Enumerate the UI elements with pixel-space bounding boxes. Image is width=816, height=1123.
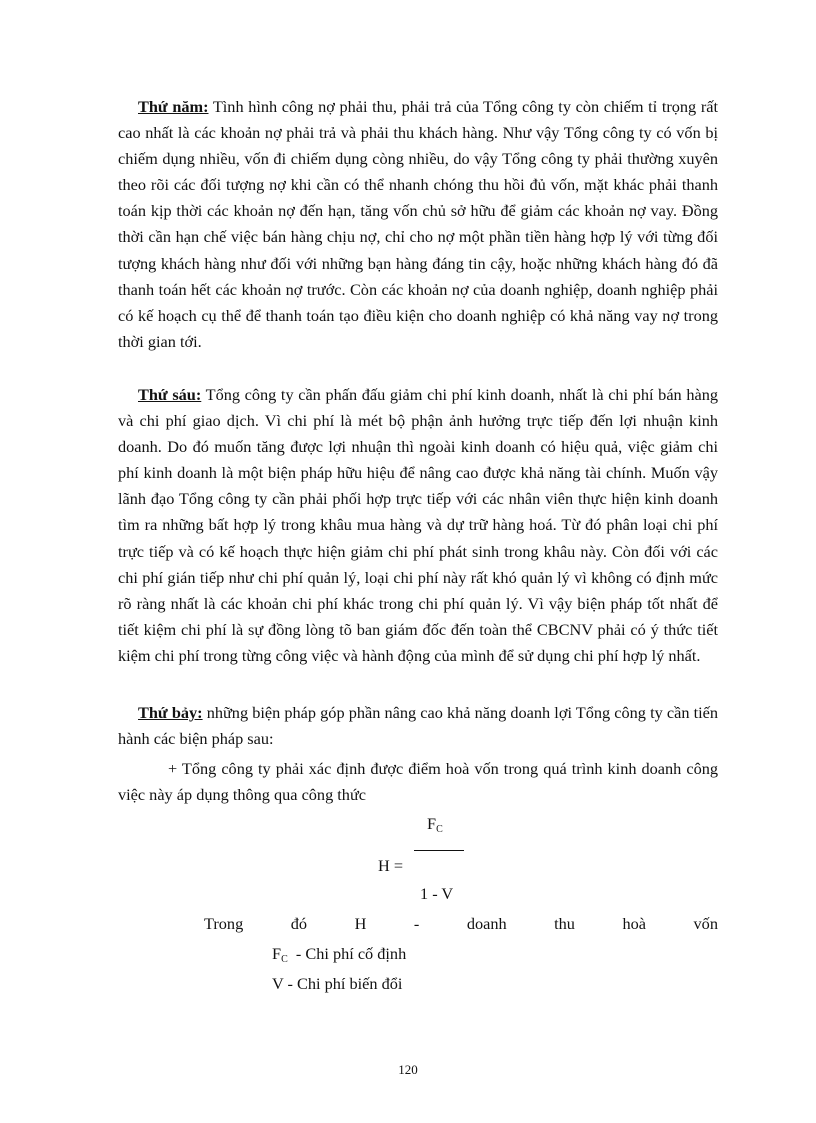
formula-denominator: 1 - V [420, 884, 454, 903]
paragraph-lead: Thứ sáu: [138, 385, 202, 404]
where-word: hoà [622, 914, 646, 933]
paragraph-body: Tình hình công nợ phải thu, phải trả của Tổng công ty còn chiếm tỉ trọng rất cao nhất là các khoản nợ phải trả và phải thu khách hàng. Như vậy Tổng công ty có vốn bị chiếm dụng nhiều, vốn đi chiếm dụng còng nhiều, do vậy Tổng công ty phải thường xuyên theo rõi các đối tượng nợ khi cần có thể nhanh chóng thu hồi đủ vốn, mặt khác phải thanh toán kịp thời các khoản nợ đến hạn, tăng vốn chủ sở hữu để giảm các khoản nợ vay. Đồng thời cần hạn chế việc bán hàng chịu nợ, chỉ cho nợ một phần tiền hàng hợp lý với từng đối tượng khách hàng như đối với những bạn hàng đáng tin cậy, hoặc những khách hàng đó đã thanh toán hết các khoản nợ trước. Còn các khoản nợ của doanh nghiệp, doanh nghiệp phải có kế hoạch cụ thể để thanh toán tạo điều kiện cho doanh nghiệp có khả năng vay nợ trong thời gian tới. [118, 97, 718, 351]
numerator-main: F [427, 814, 437, 833]
where-word: vốn [693, 914, 718, 933]
def-text: - Chi phí cố định [287, 944, 407, 963]
where-word: Trong [204, 914, 244, 933]
where-word: H [354, 914, 367, 933]
where-word: thu [554, 914, 575, 933]
formula-numerator [427, 814, 443, 835]
paragraph-lead: Thứ bảy: [138, 703, 203, 722]
page-number: 120 [398, 1062, 418, 1077]
def-symbol-subscript: C [281, 954, 288, 965]
def-symbol: F [272, 944, 282, 963]
where-word: - [413, 914, 420, 933]
fraction-bar [414, 850, 464, 851]
paragraph-body: những biện pháp góp phần nâng cao khả năng doanh lợi Tổng công ty cần tiến hành các biện pháp sau: [118, 703, 719, 749]
definition-fixed-cost [272, 944, 406, 965]
where-line [204, 914, 718, 934]
formula-lhs: H = [378, 856, 404, 875]
paragraph-body: + Tổng công ty phải xác định được điểm hoà vốn trong quá trình kinh doanh công việc này áp dụng thông qua công thức [118, 759, 718, 805]
where-word: đó [290, 914, 308, 933]
paragraph-lead: Thứ năm: [138, 97, 209, 116]
numerator-subscript: C [436, 824, 443, 835]
paragraph-body: Tổng công ty cần phấn đấu giảm chi phí kinh doanh, nhất là chi phí bán hàng và chi phí giao dịch. Vì chi phí là mét bộ phận ảnh hưởng trực tiếp đến lợi nhuận kinh doanh. Do đó muốn tăng được lợi nhuận thì ngoài kinh doanh có hiệu quả, việc giảm chi phí kinh doanh là một biện pháp hữu hiệu để nâng cao được khả năng tài chính. Muốn vậy lãnh đạo Tổng công ty cần phải phối hợp trực tiếp với các nhân viên thực hiện kinh doanh tìm ra những bất hợp lý trong khâu mua hàng và dự trữ hàng hoá. Từ đó phân loại chi phí trực tiếp và có kế hoạch thực hiện giảm chi phí phát sinh trong khâu này. Còn đối với các chi phí gián tiếp như chi phí quản lý, loại chi phí này rất khó quản lý vì không có định mức rõ ràng nhất là các khoản chi phí khác trong chi phí quản lý. Vì vậy biện pháp tốt nhất để tiết kiệm chi phí là sự đồng lòng tõ ban giám đốc đến toàn thể CBCNV phải có ý thức tiết kiệm chi phí trong từng công việc và hành động của mình để sử dụng chi phí hợp lý nhất. [118, 385, 718, 665]
where-word: doanh [466, 914, 507, 933]
definition-variable-cost: V - Chi phí biến đổi [272, 974, 403, 993]
